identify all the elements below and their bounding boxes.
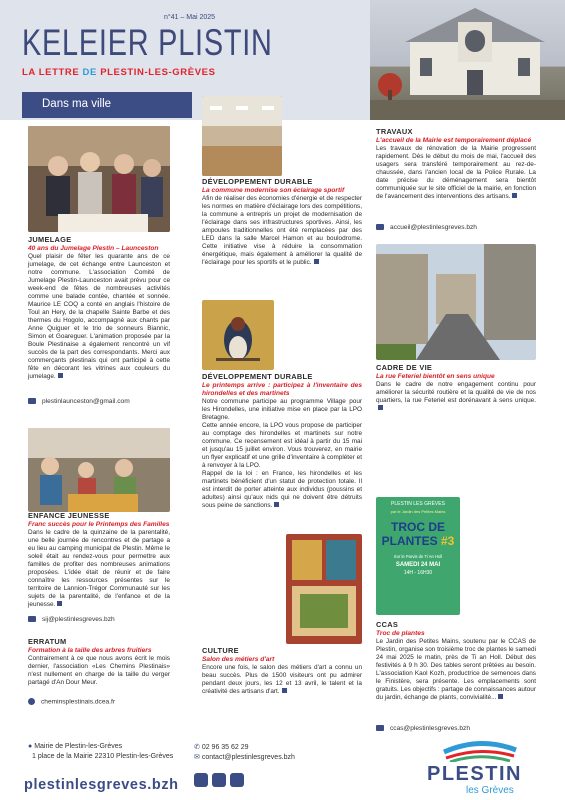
culture-article: [202, 647, 362, 696]
end-mark: [378, 405, 383, 410]
enfance-article: [28, 512, 170, 609]
tagline-place: PLESTIN-LES-GRÈVES: [100, 67, 216, 78]
hirondelles-subtitle: Le printemps arrive : participez à l'inventaire des hirondelles et des martinets: [202, 382, 362, 397]
footer-address-2: 1 place de la Mairie 22310 Plestin-les-Grèves: [32, 753, 174, 760]
jumelage-email[interactable]: [28, 398, 130, 405]
end-mark: [314, 259, 319, 264]
ccas-body: Le Jardin des Petites Mains, soutenu par le CCAS de Plestin, organise son troisième troc de plantes le samedi 24 mai 2025 le matin, près de Ti an Holl. Début des festivités à 9 h 30. Des tables seront prêtées au besoin. L'association Kaol Kozh, productrice de semences dans le Finistère, sera présente. Les emplacements sont gratuits. Les objectifs : partage de connaissances autour du jardin, échange de plants, convivialité...: [376, 638, 536, 701]
eclairage-subtitle: La commune modernise son éclairage sportif: [202, 187, 345, 194]
enfance-email[interactable]: [28, 616, 115, 623]
jumelage-body: Quel plaisir de fêter les quarante ans de ce jumelage, de cet échange entre Launceston et notre commune. L'association Comité de Jumelage Plestin-Launceston avait prévu pour ce week-end de fêtes de nombreuses activités comme une balade contée, chantée et sonnée. Maurice LE COQ a conté en anglais l'histoire de Toul an Hery, de la chapelle Sainte Barbe et des thermes du Hogolo, accompagné aux chants par Anne Quiguer et le trio de sonneurs Biannic, Simon et Goareguer. L'animation proposée par la Boule Plestinaise a également rencontré un vif succès de la part des correspondants. Merci aux commerçants plestinais qui ont participé à cette fête en décorant les vitrines aux couleurs du jumelage.: [28, 253, 170, 380]
ccas-article: [376, 621, 536, 702]
footer-email-text: contact@plestinlesgreves.bzh: [201, 754, 295, 761]
jumelage-email-text: plestinlaunceston@gmail.com: [42, 398, 130, 405]
jumelage-subtitle: 40 ans du Jumelage Plestin – Launceston: [28, 245, 159, 252]
plestin-logo-waves: [440, 738, 520, 762]
culture-subtitle: Salon des métiers d'art: [202, 656, 275, 663]
poster-place: Sur le Parvis de Ti An Holl: [393, 554, 443, 559]
logo-name: PLESTIN: [427, 763, 522, 785]
swallow-photo: [202, 300, 274, 370]
phone-icon: ✆: [194, 744, 200, 751]
envelope-icon: [376, 224, 384, 230]
footer-website[interactable]: plestinlesgreves.bzh: [24, 777, 179, 793]
cadre-heading: CADRE DE VIE: [376, 363, 433, 372]
enfance-photo: [28, 428, 170, 512]
town-hall-illustration: [370, 0, 565, 120]
poster-time: 14H - 16H30: [403, 570, 433, 576]
masthead-title: KELEIER PLISTIN: [22, 22, 273, 63]
cadre-body: Dans le cadre de notre engagement continu pour améliorer la sécurité routière et la qualité de vie de nos quartiers, la rue Feteriel est dorénavant à sens unique.: [376, 381, 536, 404]
erratum-subtitle: Formation à la taille des arbres fruitiers: [28, 647, 152, 654]
troc-plantes-poster: [376, 497, 460, 615]
poster-title-1: TROC DE: [391, 520, 445, 534]
enfance-heading: ENFANCE JEUNESSE: [28, 511, 110, 520]
eclairage-body: Afin de réaliser des économies d'énergie et de respecter les normes en matière d'éclairage lors des compétitions, la commune a entrepris un projet de modernisation de l'éclairage dans ses infrastructures sportives. Ainsi, les ampoules traditionnelles ont été remplacées par des LED dans la salle Marcel Hamon et au boulodrome. Cette initiative vise à réduire la consommation énergétique, mais également à améliorer la qualité de l'éclairage pour les sportifs et le public.: [202, 195, 362, 266]
ccas-email[interactable]: [376, 725, 470, 732]
street-photo: [376, 244, 536, 360]
erratum-article: [28, 638, 170, 687]
erratum-link[interactable]: [28, 698, 115, 705]
envelope-icon: ✉: [194, 754, 200, 761]
jumelage-photo: [28, 126, 170, 232]
facebook-icon[interactable]: [194, 773, 208, 787]
gym-photo: [202, 96, 282, 176]
globe-icon: [28, 698, 35, 705]
poster-title-2: [376, 534, 460, 548]
travaux-body: Les travaux de rénovation de la Mairie progressent rapidement. Dès le début du mois de mai, l'accueil des usagers sera transféré temporairement au rez-de-chaussée, dans l'ancien local de la Police Rurale. La date précise du déménagement sera bientôt communiquée sur le site officiel de la mairie, en fonction de l'avancement des interventions des artisans.: [376, 145, 536, 200]
poster-date: SAMEDI 24 MAI: [395, 562, 441, 568]
instagram-icon[interactable]: [212, 773, 226, 787]
enfance-email-text: sij@plestinlesgreves.bzh: [42, 616, 115, 623]
hirondelles-body-1: Notre commune participe au programme Village pour les Hirondelles, une initiative mise en place par la LPO Bretagne.: [202, 398, 362, 421]
youtube-icon[interactable]: [230, 773, 244, 787]
logo-subtitle: les Grèves: [466, 785, 514, 796]
jumelage-heading: JUMELAGE: [28, 235, 72, 244]
eclairage-heading: DÉVELOPPEMENT DURABLE: [202, 177, 313, 186]
eclairage-article: [202, 178, 362, 267]
erratum-link-text: cheminsplestinais.dcea.fr: [41, 698, 116, 706]
end-mark: [57, 601, 62, 606]
envelope-icon: [28, 398, 36, 404]
hirondelles-article: [202, 373, 362, 510]
ccas-subtitle: Troc de plantes: [376, 630, 425, 637]
end-mark: [282, 688, 287, 693]
end-mark: [498, 694, 503, 699]
culture-heading: CULTURE: [202, 646, 239, 655]
enfance-subtitle: Franc succès pour le Printemps des Familles: [28, 521, 170, 528]
erratum-heading: ERRATUM: [28, 637, 67, 646]
poster-top: PLESTIN LES GRÈVES: [391, 501, 445, 507]
footer-phone[interactable]: [194, 743, 249, 751]
footer-address-1: ● Mairie de Plestin-les-Grèves: [28, 743, 123, 750]
footer-phone-text: 02 96 35 62 29: [201, 744, 249, 751]
culture-body: Encore une fois, le salon des métiers d'art a connu un beau succès. Plus de 1500 visiteurs ont pu admirer pendant deux jours, les 12 et 13 avril, le talent et la créativité des artisans d'art.: [202, 664, 362, 695]
travaux-heading: TRAVAUX: [376, 127, 413, 136]
erratum-body: Contrairement à ce que nous avons écrit le mois dernier, l'association «Les Chemins Plestinais» n'est nullement en charge de la taille du verger partagé d'An Dour Meur.: [28, 655, 170, 686]
hirondelles-heading: DÉVELOPPEMENT DURABLE: [202, 372, 313, 381]
jumelage-article: [28, 236, 170, 381]
tagline: [22, 67, 216, 78]
enfance-body: Dans le cadre de la quinzaine de la parentalité, une belle journée de rencontres et de partage a eu lieu au camping municipal de Plestin. Même le soleil était au rendez-vous pour permettre aux familles de profiter des nombreuses animations proposées. L'idée était de réunir et de faire connaître les ressources présentes sur le territoire de Lannion-Trégor Communauté sur les sujets de la parentalité, de l'enfance et de la jeunesse.: [28, 529, 170, 608]
tagline-la: LA LETTRE: [22, 67, 83, 78]
tagline-de: DE: [82, 67, 101, 78]
end-mark: [58, 373, 63, 378]
poster-title-2-text: PLANTES: [381, 534, 438, 548]
cadre-article: [376, 364, 536, 413]
cadre-subtitle: La rue Feteriel bientôt en sens unique: [376, 373, 495, 380]
poster-num: #3: [441, 534, 455, 548]
ccas-heading: CCAS: [376, 620, 399, 629]
section-title: Dans ma ville: [22, 92, 192, 118]
travaux-email-text: accueil@plestinlesgreves.bzh: [390, 224, 477, 231]
town-hall-image: [370, 0, 565, 120]
envelope-icon: [28, 616, 36, 622]
travaux-email[interactable]: [376, 224, 477, 231]
end-mark: [512, 193, 517, 198]
hirondelles-body-2: Cette année encore, la LPO vous propose de participer au comptage des hirondelles et martinets sur notre commune. Ce recensement est idéal à partir du 15 mai et jusqu'au 15 juillet environ. Vous trouverez, en mairie un flyer explicatif et une grille d'inventaire à compléter et à renvoyer à la LPO.: [202, 422, 362, 469]
travaux-subtitle: L'accueil de la Mairie est temporairement déplacé: [376, 137, 532, 144]
issue-number: n°41 – Mai 2025: [164, 14, 216, 21]
art-salon-photo: [286, 534, 362, 644]
poster-line2: par le Jardin des Petites Mains: [390, 509, 446, 514]
footer-address-1-text: Mairie de Plestin-les-Grèves: [34, 743, 123, 750]
hirondelles-body-3: Rappel de la loi : en France, les hirondelles et les martinets bénéficient d'un statut de protection totale. Il est interdit de porter atteinte aux individus (poussins et adultes) ainsi qu'aux nids qui ne doivent être détruits sous peine de sanctions.: [202, 470, 362, 509]
travaux-article: [376, 128, 536, 201]
ccas-email-text: ccas@plestinlesgreves.bzh: [390, 725, 470, 732]
footer-email[interactable]: [194, 753, 295, 761]
envelope-icon: [376, 725, 384, 731]
end-mark: [274, 502, 279, 507]
